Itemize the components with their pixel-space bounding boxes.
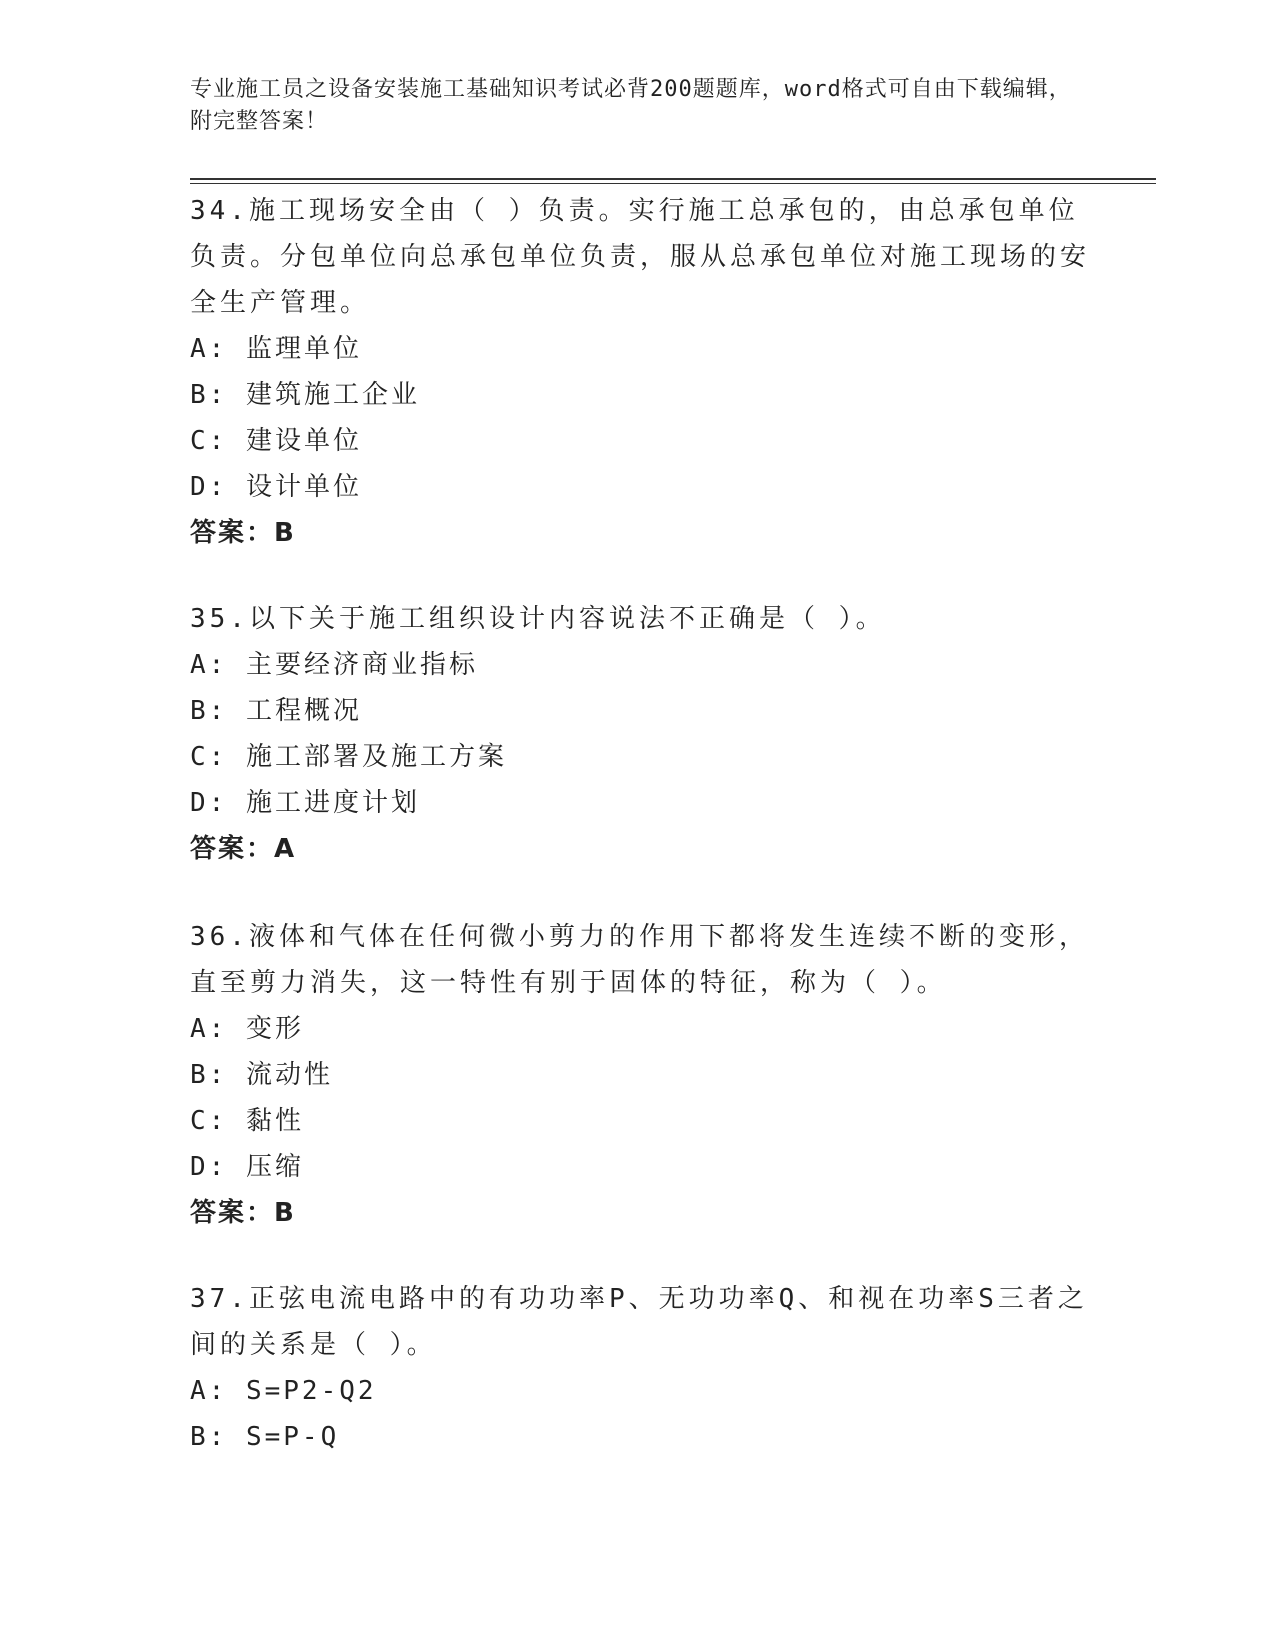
option-b: B: S=P-Q [190, 1422, 340, 1452]
question-stem: 35.以下关于施工组织设计内容说法不正确是（ ）。 [190, 604, 886, 634]
question-stem: 34.施工现场安全由（ ）负责。实行施工总承包的，由总承包单位负责。分包单位向总承包单位负责，服从总承包单位对施工现场的安全生产管理。 [190, 196, 1091, 318]
question-37 [190, 1276, 1090, 1460]
option-d: D: 设计单位 [190, 472, 362, 502]
option-a: A: 变形 [190, 1014, 304, 1044]
option-b: B: 工程概况 [190, 696, 362, 726]
document-header: 专业施工员之设备安装施工基础知识考试必背200题题库，word格式可自由下载编辑，附完整答案！ [190, 77, 1072, 134]
header-divider-thin [190, 183, 1156, 184]
header-divider-thick [190, 178, 1156, 180]
question-stem: 36.液体和气体在任何微小剪力的作用下都将发生连续不断的变形，直至剪力消失，这一特性有别于固体的特征，称为（ ）。 [190, 922, 1089, 998]
option-b: B: 流动性 [190, 1060, 333, 1090]
question-35 [190, 596, 1090, 872]
option-a: A: S=P2-Q2 [190, 1376, 377, 1406]
option-a: A: 主要经济商业指标 [190, 650, 478, 680]
answer-line: 答案：B [190, 1198, 296, 1228]
option-c: C: 黏性 [190, 1106, 304, 1136]
answer-line: 答案：A [190, 834, 297, 864]
option-d: D: 压缩 [190, 1152, 304, 1182]
option-c: C: 建设单位 [190, 426, 362, 456]
answer-line: 答案：B [190, 518, 296, 548]
option-b: B: 建筑施工企业 [190, 380, 420, 410]
question-34 [190, 188, 1090, 556]
option-a: A: 监理单位 [190, 334, 362, 364]
option-d: D: 施工进度计划 [190, 788, 420, 818]
option-c: C: 施工部署及施工方案 [190, 742, 507, 772]
question-36 [190, 914, 1090, 1236]
question-stem: 37.正弦电流电路中的有功功率P、无功功率Q、和视在功率S三者之间的关系是（ ）。 [190, 1284, 1088, 1360]
